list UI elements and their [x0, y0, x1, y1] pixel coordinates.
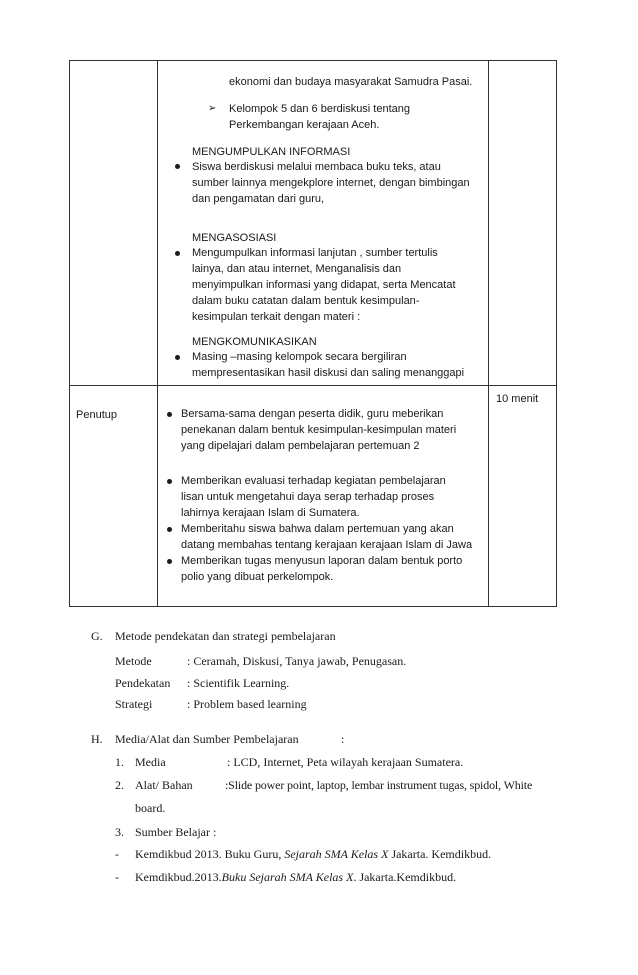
item-number: 2. [115, 778, 124, 792]
arrow-bullet-icon: ➢ [208, 103, 217, 114]
section-title: Metode pendekatan dan strategi pembelajaran [115, 629, 336, 643]
item-value: : LCD, Internet, Peta wilayah kerajaan Sumatera. [227, 755, 464, 769]
phase-text: sumber lainnya mengekplore internet, dengan bimbingan [192, 177, 470, 189]
phase-text: kesimpulan terkait dengan materi : [192, 311, 361, 323]
phase-text: dan pengamatan dari guru, [192, 193, 325, 205]
closing-text: penekanan dalam bentuk kesimpulan-kesimpulan materi [181, 424, 457, 436]
closing-text: yang dipelajari dalam pembelajaran pertemuan 2 [181, 440, 420, 452]
activity-text: ekonomi dan budaya masyarakat Samudra Pasai. [229, 76, 473, 88]
field-value: : Ceramah, Diskusi, Tanya jawab, Penugasan. [187, 654, 407, 668]
item-label: Sumber Belajar : [135, 825, 217, 839]
closing-text: polio yang dibuat perkelompok. [181, 571, 334, 583]
closing-text: Memberikan tugas menyusun laporan dalam bentuk porto [181, 555, 463, 567]
phase-text: mempresentasikan hasil diskusi dan saling menanggapi [192, 367, 465, 379]
section-title-colon: : [341, 732, 345, 746]
phase-heading: MENGKOMUNIKASIKAN [192, 336, 317, 348]
reference-text: . Jakarta.Kemdikbud. [353, 870, 457, 884]
phase-heading: MENGASOSIASI [192, 232, 277, 244]
reference-title: Buku Sejarah SMA Kelas X [221, 870, 354, 884]
phase-text: lainya, dan atau internet, Menganalisis dan [192, 263, 402, 275]
bullet-icon [175, 355, 180, 360]
field-value: : Problem based learning [187, 697, 307, 711]
reference-dash: - [115, 870, 119, 884]
item-number: 1. [115, 755, 124, 769]
section-marker: H. [91, 732, 103, 746]
bullet-icon [175, 251, 180, 256]
reference-text: Kemdikbud 2013. Buku Guru, [135, 847, 285, 861]
group-task-text: Kelompok 5 dan 6 berdiskusi tentang [229, 103, 411, 115]
item-value: :Slide power point, laptop, lembar instrument tugas, spidol, White [225, 778, 533, 792]
table-border-right [556, 60, 557, 607]
section-title: Media/Alat dan Sumber Pembelajaran [115, 732, 299, 746]
phase-text: Mengumpulkan informasi lanjutan , sumber tertulis [192, 247, 438, 259]
bullet-icon [175, 164, 180, 169]
reference-text: Jakarta. Kemdikbud. [388, 847, 492, 861]
closing-text: lahirnya kerajaan Islam di Sumatera. [181, 507, 360, 519]
phase-text: dalam buku catatan dalam bentuk kesimpulan- [192, 295, 420, 307]
phase-heading: MENGUMPULKAN INFORMASI [192, 146, 351, 158]
reference-item [135, 846, 491, 862]
table-border-bottom [69, 606, 557, 607]
row-label-penutup: Penutup [76, 409, 117, 421]
table-row-divider [69, 385, 557, 386]
bullet-icon [167, 559, 172, 564]
field-label: Pendekatan [115, 676, 171, 690]
item-number: 3. [115, 825, 124, 839]
bullet-icon [167, 479, 172, 484]
reference-dash: - [115, 847, 119, 861]
item-value-continued: board. [135, 801, 166, 815]
reference-title: Sejarah SMA Kelas X [284, 847, 389, 861]
field-label: Strategi [115, 697, 153, 711]
table-divider-col2 [488, 60, 489, 607]
item-label: Media [135, 755, 166, 769]
duration-label: 10 menit [496, 393, 539, 405]
field-label: Metode [115, 654, 152, 668]
item-label: Alat/ Bahan [135, 778, 193, 792]
bullet-icon [167, 412, 172, 417]
closing-text: Memberikan evaluasi terhadap kegiatan pembelajaran [181, 475, 446, 487]
table-border-left [69, 60, 70, 607]
field-value: : Scientifik Learning. [187, 676, 290, 690]
closing-text: Memberitahu siswa bahwa dalam pertemuan yang akan [181, 523, 454, 535]
reference-text: Kemdikbud.2013. [135, 870, 222, 884]
phase-text: menyimpulkan informasi yang didapat, serta Mencatat [192, 279, 456, 291]
phase-text: Masing –masing kelompok secara bergiliran [192, 351, 407, 363]
group-task-text: Perkembangan kerajaan Aceh. [229, 119, 380, 131]
bullet-icon [167, 527, 172, 532]
table-border-top [69, 60, 557, 61]
table-divider-col1 [157, 60, 158, 607]
reference-item [135, 869, 456, 885]
closing-text: datang membahas tentang kerajaan kerajaan Islam di Jawa [181, 539, 473, 551]
closing-text: lisan untuk mengetahui daya serap terhadap proses [181, 491, 435, 503]
closing-text: Bersama-sama dengan peserta didik, guru meberikan [181, 408, 444, 420]
section-marker: G. [91, 629, 103, 643]
phase-text: Siswa berdiskusi melalui membaca buku teks, atau [192, 161, 441, 173]
